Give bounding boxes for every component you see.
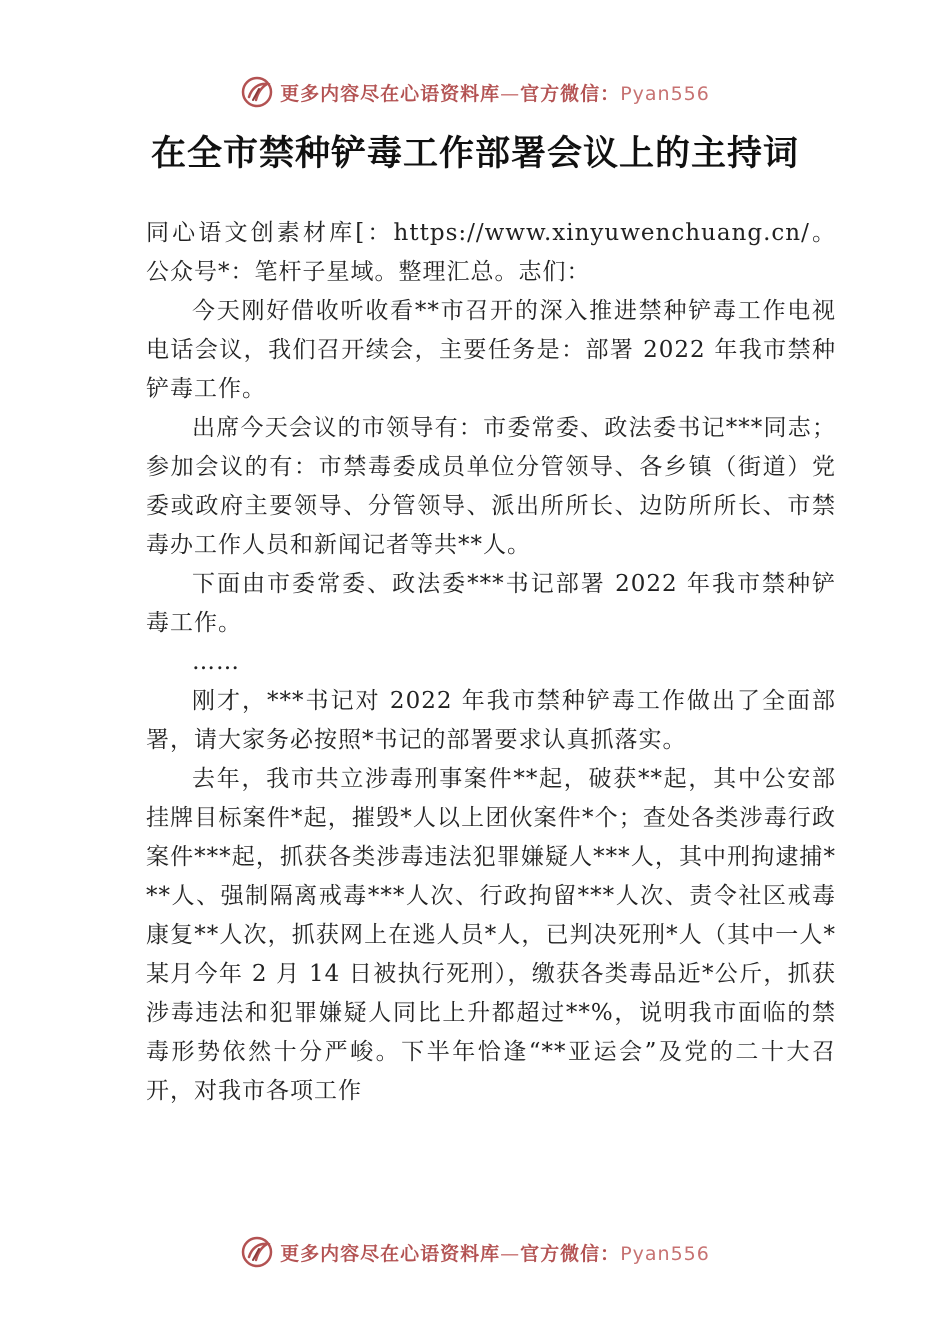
banner-main-text: 更多内容尽在心语资料库	[280, 1242, 501, 1265]
banner-main-text: 更多内容尽在心语资料库	[280, 82, 501, 105]
banner-text	[280, 79, 710, 106]
banner-text	[280, 1239, 710, 1266]
document-title: 在全市禁种铲毒工作部署会议上的主持词	[150, 134, 799, 174]
paragraph: 下面由市委常委、政法委***书记部署 2022 年我市禁种铲毒工作。	[146, 571, 836, 636]
paragraph-intro: 同心语文创素材库[：https://www.xinyuwenchuang.cn/。公众号*：笔杆子星域。整理汇总。志们：	[146, 220, 836, 285]
paragraph: 去年，我市共立涉毒刑事案件**起，破获**起，其中公安部挂牌目标案件*起，摧毁*人以上团伙案件*个；查处各类涉毒行政案件***起，抓获各类涉毒违法犯罪嫌疑人***人，其中刑拘逮捕***人、强制隔离戒毒***人次、行政拘留***人次、责令社区戒毒康复**人次，抓获网上在逃人员*人，已判决死刑*人（其中一人*某月今年 2 月 14 日被执行死刑），缴获各类毒品近*公斤，抓获涉毒违法和犯罪嫌疑人同比上升都超过**%，说明我市面临的禁毒形势依然十分严峻。下半年恰逢“**亚运会”及党的二十大召开，对我市各项工作	[146, 766, 836, 1104]
paragraph: 今天刚好借收听收看**市召开的深入推进禁种铲毒工作电视电话会议，我们召开续会，主要任务是：部署 2022 年我市禁种铲毒工作。	[146, 298, 836, 402]
banner-wechat-id: Pyan556	[620, 82, 710, 105]
header-banner	[0, 72, 950, 112]
banner-dash: —	[500, 82, 521, 105]
seal-logo-icon	[240, 1235, 274, 1269]
paragraph: 刚才，***书记对 2022 年我市禁种铲毒工作做出了全面部署，请大家务必按照*书记的部署要求认真抓落实。	[146, 688, 836, 753]
banner-wechat-label: 官方微信：	[520, 82, 621, 105]
banner-dash: —	[500, 1242, 521, 1265]
banner-wechat-label: 官方微信：	[520, 1242, 621, 1265]
paragraph-ellipsis: ……	[192, 649, 240, 675]
paragraph: 出席今天会议的市领导有：市委常委、政法委书记***同志；参加会议的有：市禁毒委成员单位分管领导、各乡镇（街道）党委或政府主要领导、分管领导、派出所所长、边防所所长、市禁毒办工作人员和新闻记者等共**人。	[146, 415, 836, 558]
footer-banner	[0, 1232, 950, 1272]
banner-wechat-id: Pyan556	[620, 1242, 710, 1265]
document-body	[146, 214, 836, 1111]
seal-logo-icon	[240, 75, 274, 109]
